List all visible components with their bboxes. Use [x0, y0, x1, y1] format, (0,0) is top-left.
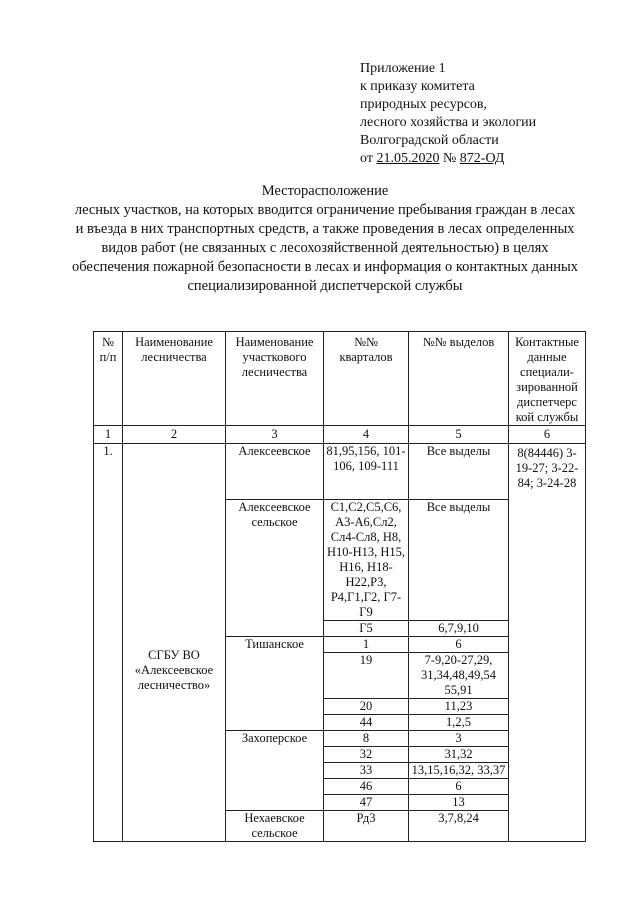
quarters-cell: Г5: [324, 621, 409, 637]
appendix-line: природных ресурсов,: [360, 97, 488, 112]
quarters-cell: 19: [324, 653, 409, 699]
header-plots: №№ выделов: [409, 332, 509, 426]
quarters-cell: Рд3: [324, 811, 409, 842]
plots-cell: 13,15,16,32, 33,37: [409, 763, 509, 779]
col-number: 5: [409, 426, 509, 444]
plots-cell: 13: [409, 795, 509, 811]
plots-cell: 3: [409, 731, 509, 747]
plots-cell: 1,2,5: [409, 715, 509, 731]
order-date-line: [360, 150, 536, 168]
plots-cell: 11,23: [409, 699, 509, 715]
quarters-cell: 33: [324, 763, 409, 779]
plots-cell: 31,32: [409, 747, 509, 763]
plots-cell: Все выделы: [409, 500, 509, 621]
col-number: 4: [324, 426, 409, 444]
appendix-line: Волгоградской области: [360, 133, 499, 148]
plots-cell: 6: [409, 637, 509, 653]
header-quarters: №№ кварталов: [324, 332, 409, 426]
header-district: Наименование участкового лесничества: [226, 332, 324, 426]
header-forestry: Наименование лесничества: [123, 332, 226, 426]
quarters-cell: 47: [324, 795, 409, 811]
appendix-line: Приложение 1: [360, 61, 446, 76]
appendix-header: [360, 60, 536, 168]
appendix-line: лесного хозяйства и экологии: [360, 115, 537, 130]
quarters-cell: 8: [324, 731, 409, 747]
document-title: [70, 182, 580, 296]
quarters-cell: 1: [324, 637, 409, 653]
col-number: 3: [226, 426, 324, 444]
appendix-line: к приказу комитета: [360, 79, 475, 94]
quarters-cell: 81,95,156, 101-106, 109-111: [324, 444, 409, 500]
district-name: Захоперское: [226, 731, 324, 811]
forest-plots-table: [93, 331, 586, 842]
table-row: [94, 444, 586, 500]
col-number: 6: [509, 426, 586, 444]
date-prefix: от: [360, 151, 377, 166]
district-name: Алексеевское сельское: [226, 500, 324, 637]
plots-cell: 7-9,20-27,29, 31,34,48,49,54 55,91: [409, 653, 509, 699]
forestry-name: СГБУ ВО «Алексеевское лесничество»: [123, 444, 226, 842]
title-body: лесных участков, на которых вводится ограничение пребывания граждан в лесах и въезда в них транспортных средств, а также проведения в лесах определенных видов работ (не связанных с лесохозяйственной деятельностью) в целях обеспечения пожарной безопасности в лесах и информация о контактных данных специализированной диспетчерской службы: [71, 202, 578, 294]
plots-cell: 6: [409, 779, 509, 795]
row-number: 1.: [94, 444, 123, 842]
plots-cell: Все выделы: [409, 444, 509, 500]
col-number: 1: [94, 426, 123, 444]
quarters-cell: 20: [324, 699, 409, 715]
district-name: Тишанское: [226, 637, 324, 731]
quarters-cell: 32: [324, 747, 409, 763]
number-prefix: №: [439, 151, 460, 166]
order-number: 872-ОД: [459, 151, 505, 166]
title-heading: Месторасположение: [261, 183, 389, 199]
plots-cell: 3,7,8,24: [409, 811, 509, 842]
quarters-cell: 46: [324, 779, 409, 795]
quarters-cell: С1,С2,С5,С6, А3-А6,Сл2, Сл4-Сл8, Н8, Н10-Н13, Н15, Н16, Н18-Н22,Р3, Р4,Г1,Г2, Г7-Г9: [324, 500, 409, 621]
header-num: № п/п: [94, 332, 123, 426]
col-number: 2: [123, 426, 226, 444]
district-name: Нехаевское сельское: [226, 811, 324, 842]
order-date: 21.05.2020: [376, 151, 440, 166]
header-contacts: Контактные данные специали-зированной диспетчерс кой службы: [509, 332, 586, 426]
plots-cell: 6,7,9,10: [409, 621, 509, 637]
contacts-cell: 8(84446) 3-19-27; 3-22-84; 3-24-28: [509, 444, 586, 842]
district-name: Алексеевское: [226, 444, 324, 500]
quarters-cell: 44: [324, 715, 409, 731]
